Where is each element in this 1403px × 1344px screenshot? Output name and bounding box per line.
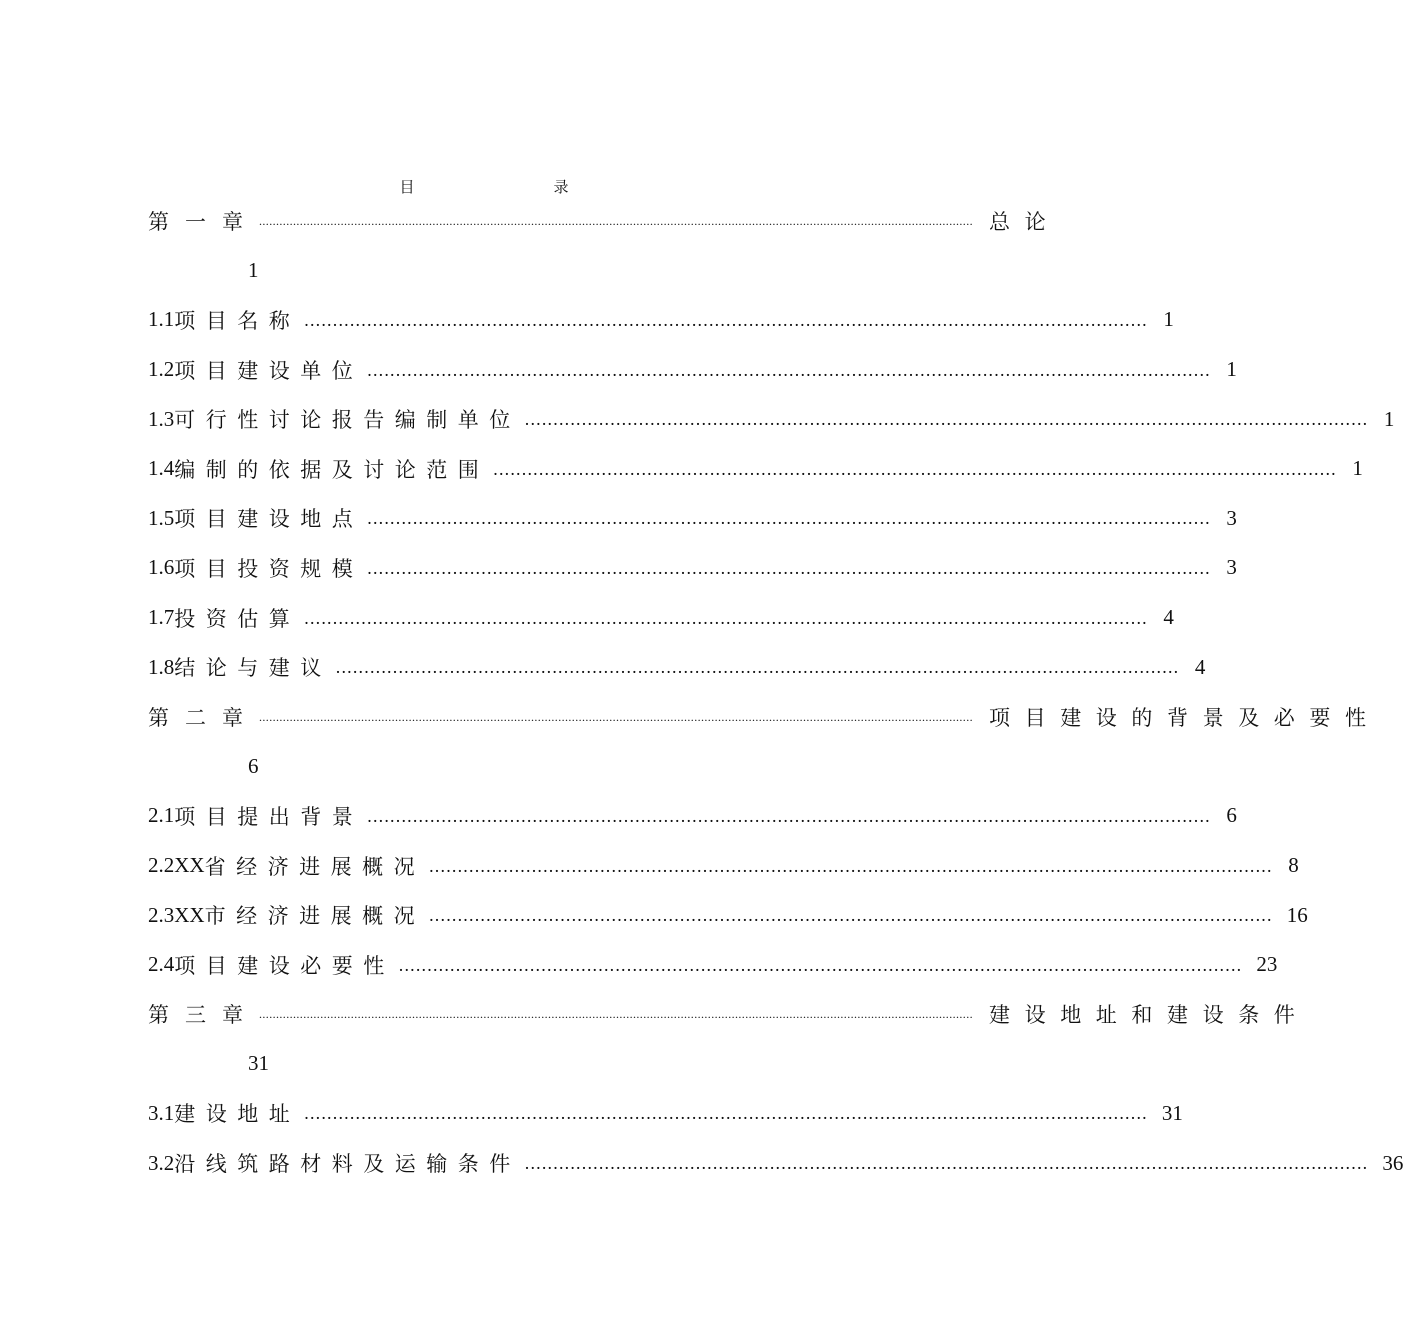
section-number: 1.8 [148,654,175,679]
dot-leader: .................................................................................................................................................... [429,855,1273,876]
chapter-title: 建设地址和建设条件 [989,1003,1310,1028]
chapter-label: 第一章 [148,209,259,234]
toc-entry-2-4[interactable] [148,940,1278,990]
toc-chapter-3-page: 31 [248,1051,269,1076]
toc-entry-2-3[interactable] [148,890,1308,940]
section-label: 省经济进展概况 [204,854,426,879]
section-label: 编制的依据及讨论范围 [174,457,490,482]
toc-chapter-2-page: 6 [248,753,259,778]
page-number: 31 [1161,1100,1183,1125]
page-number: 16 [1286,902,1308,927]
toc-chapter-2[interactable] [148,692,1381,742]
section-label: 可行性讨论报告编制单位 [174,408,521,433]
section-label: 项目名称 [174,308,301,333]
section-number: 1.7 [148,605,175,630]
section-label: 项目提出背景 [174,804,364,829]
section-number: 1.5 [148,505,175,530]
toc-chapter-1-page: 1 [248,257,259,282]
section-number: 2.1 [148,803,175,828]
toc-entry-1-2[interactable] [148,345,1237,395]
section-label: 沿线筑路材料及运输条件 [174,1152,521,1177]
chapter-label: 第二章 [148,705,259,730]
section-label: 项目建设必要性 [174,953,395,978]
toc-entry-1-3[interactable] [148,394,1395,444]
dot-leader: .................................................................................................................................................... [398,954,1243,975]
toc-chapter-3[interactable] [148,990,1310,1040]
page-number: 1 [1226,357,1237,382]
toc-entry-3-2[interactable] [148,1138,1403,1188]
toc-entry-1-6[interactable] [148,543,1237,593]
toc-heading: 目 录 [399,180,631,196]
section-number: 2.4 [148,952,175,977]
section-number: 2.2XX [148,853,205,878]
page-number: 36 [1382,1150,1403,1175]
dot-leader: .................................................................................................................................................................................................................. [259,709,973,724]
dot-leader: .................................................................................................................................................... [429,905,1273,926]
dot-leader: .................................................................................................................................................... [524,1153,1369,1174]
dot-leader: .................................................................................................................................................... [367,359,1211,380]
page-number: 3 [1226,505,1237,530]
section-number: 1.3 [148,406,175,431]
dot-leader: .................................................................................................................................................................................................................. [259,1007,973,1022]
page-number: 1 [1163,307,1174,332]
toc-entry-2-1[interactable] [148,791,1237,841]
dot-leader: .................................................................................................................................................... [367,805,1211,826]
dot-leader: .................................................................................................................................................... [367,557,1211,578]
dot-leader: .................................................................................................................................................... [493,458,1337,479]
section-number: 1.1 [148,307,175,332]
chapter-label: 第三章 [148,1003,259,1028]
section-label: 建设地址 [174,1102,301,1127]
chapter-title: 总论 [989,209,1061,234]
chapter-title: 项目建设的背景及必要性 [989,705,1381,730]
page-number: 1 [1383,406,1395,431]
section-number: 3.1 [148,1100,175,1125]
dot-leader: .................................................................................................................................................... [367,508,1211,529]
section-number: 2.3XX [148,902,205,927]
page-number: 3 [1226,555,1237,580]
section-label: 投资估算 [174,606,301,631]
toc-entry-1-8[interactable] [148,642,1206,692]
page-number: 6 [1226,803,1237,828]
dot-leader: .................................................................................................................................................... [304,309,1148,330]
section-label: 项目建设地点 [174,507,364,532]
dot-leader: .................................................................................................................................................... [304,1103,1148,1124]
toc-chapter-1[interactable] [148,196,1061,246]
toc-entry-1-1[interactable] [148,295,1174,345]
dot-leader: .................................................................................................................................................... [335,657,1180,678]
section-number: 1.2 [148,357,175,382]
dot-leader: .................................................................................................................................................... [524,409,1369,430]
dot-leader: .................................................................................................................................................................................................................. [259,213,973,228]
toc-entry-1-7[interactable] [148,593,1174,643]
page-number: 4 [1194,654,1206,679]
section-number: 1.6 [148,555,175,580]
page-number: 8 [1288,853,1299,878]
table-of-contents [148,196,1403,1188]
section-label: 项目投资规模 [174,556,364,581]
toc-entry-3-1[interactable] [148,1089,1183,1139]
section-label: 项目建设单位 [174,358,364,383]
toc-entry-1-4[interactable] [148,444,1363,494]
toc-entry-1-5[interactable] [148,494,1237,544]
page-number: 23 [1256,952,1278,977]
section-number: 3.2 [148,1150,175,1175]
dot-leader: .................................................................................................................................................... [304,607,1148,628]
section-label: 结论与建议 [174,656,332,681]
page-number: 4 [1163,605,1174,630]
section-label: 市经济进展概况 [204,904,426,929]
toc-entry-2-2[interactable] [148,841,1299,891]
section-number: 1.4 [148,456,175,481]
page-number: 1 [1352,456,1363,481]
